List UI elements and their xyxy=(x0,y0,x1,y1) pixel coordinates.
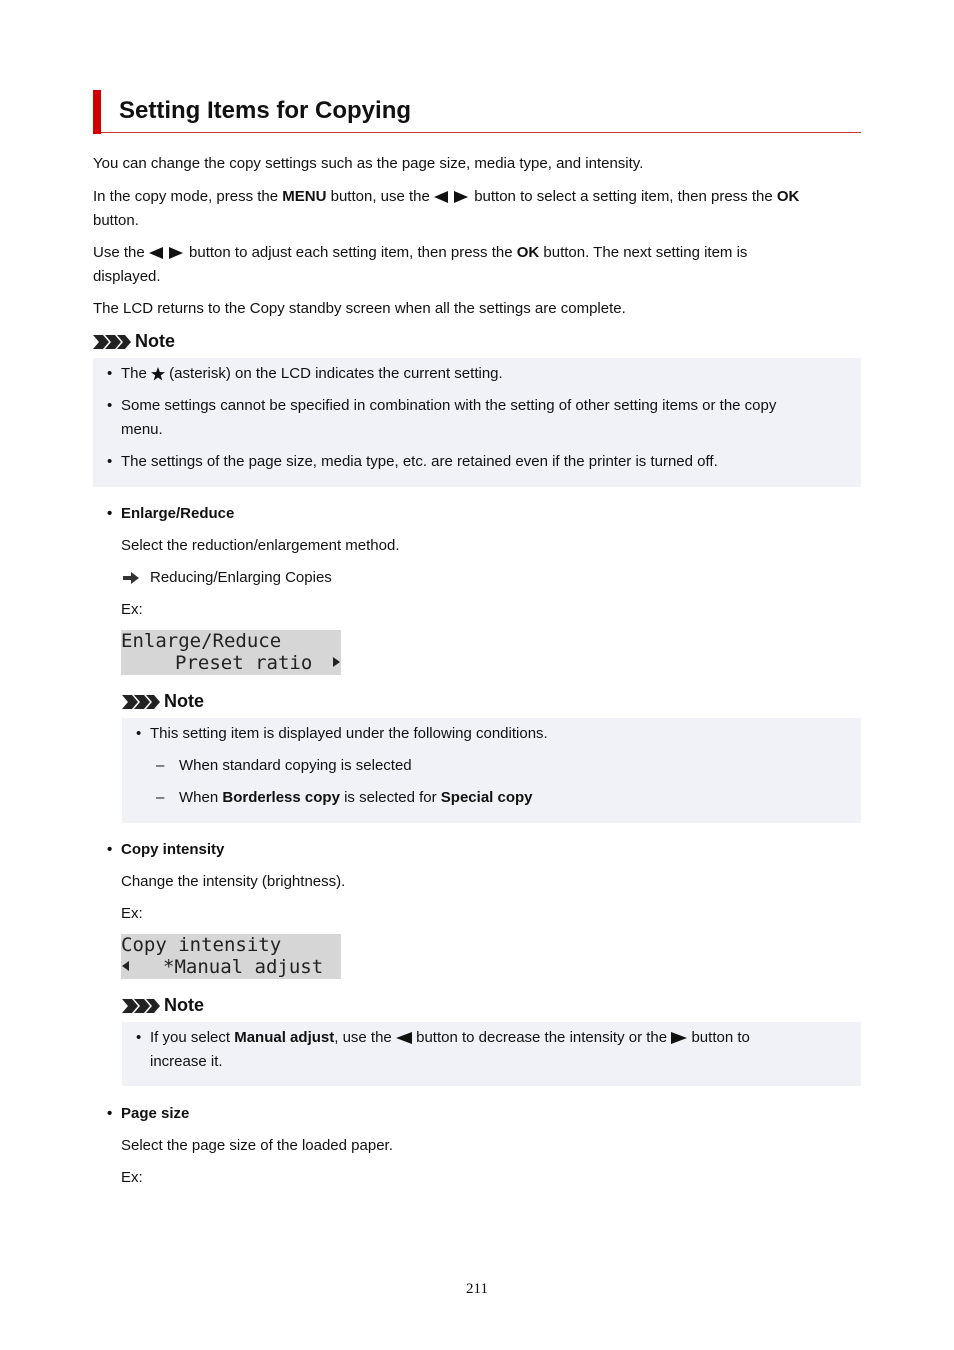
dash-marker: – xyxy=(156,757,165,774)
note-box xyxy=(93,358,861,487)
text-run: button to select a setting item, then press the xyxy=(470,188,777,205)
section-bullet: • xyxy=(107,841,113,858)
title-divider xyxy=(101,132,861,133)
text-run: Use the xyxy=(93,244,149,261)
note-label: Note xyxy=(164,995,204,1015)
text-run: button to xyxy=(687,1029,750,1046)
intro-paragraph-1: You can change the copy settings such as the page size, media type, and intensity. xyxy=(93,155,644,172)
note-bullet: • xyxy=(107,365,113,382)
note-chevrons-icon xyxy=(93,334,131,350)
lcd-line-1: Enlarge/Reduce xyxy=(121,630,282,652)
dash-marker: – xyxy=(156,789,165,806)
note-item-2-cont: menu. xyxy=(121,421,163,438)
text-run: In the copy mode, press the xyxy=(93,188,283,205)
bold-run: Special copy xyxy=(440,789,533,806)
example-label: Ex: xyxy=(121,1169,143,1186)
text-run: button to adjust each setting item, then press the xyxy=(184,244,517,261)
note-item xyxy=(150,1026,750,1050)
asterisk-icon xyxy=(151,367,165,381)
lcd-line-2: *Manual adjust xyxy=(163,956,324,978)
right-button-icon xyxy=(671,1031,687,1045)
note-heading xyxy=(122,691,204,712)
section-heading-intensity: Copy intensity xyxy=(121,841,225,858)
note-bullet: • xyxy=(107,453,113,470)
lcd-left-arrow-icon xyxy=(122,961,129,971)
text-run: , use the xyxy=(334,1029,396,1046)
text-run: button, use the xyxy=(326,188,435,205)
arrow-link-icon xyxy=(123,566,139,590)
bold-run: Manual adjust xyxy=(234,1029,335,1046)
bold-run: Borderless copy xyxy=(222,789,340,806)
note-item-cont: increase it. xyxy=(150,1053,223,1070)
lcd-line-2: Preset ratio xyxy=(175,652,313,674)
note-chevrons-icon xyxy=(122,694,160,710)
note-subitem-2 xyxy=(179,786,533,810)
text-run: When xyxy=(179,789,223,806)
lcd-right-arrow-icon xyxy=(333,657,340,667)
intro-paragraph-3-cont: displayed. xyxy=(93,268,161,285)
intro-paragraph-2 xyxy=(93,185,799,209)
intro-paragraph-3 xyxy=(93,241,747,265)
note-label: Note xyxy=(164,691,204,711)
note-bullet: • xyxy=(136,1029,142,1046)
page-number: 211 xyxy=(466,1281,488,1297)
lcd-screen-enlarge xyxy=(121,630,341,675)
note-heading xyxy=(122,995,204,1016)
lcd-line-1: Copy intensity xyxy=(121,934,282,956)
enlarge-description: Select the reduction/enlargement method. xyxy=(121,537,400,554)
menu-label: MENU xyxy=(282,188,327,205)
text-run: The xyxy=(121,365,152,382)
text-run: button to decrease the intensity or the xyxy=(411,1029,672,1046)
note-box xyxy=(122,1022,861,1086)
note-item: This setting item is displayed under the following conditions. xyxy=(150,725,548,742)
note-bullet: • xyxy=(136,725,142,742)
left-button-icon xyxy=(396,1031,412,1045)
note-label: Note xyxy=(135,331,175,351)
note-subitem-1: When standard copying is selected xyxy=(179,757,412,774)
ok-label: OK xyxy=(776,188,800,205)
reducing-enlarging-link[interactable]: Reducing/Enlarging Copies xyxy=(150,569,332,586)
note-chevrons-icon xyxy=(122,998,160,1014)
intro-paragraph-4: The LCD returns to the Copy standby screen when all the settings are complete. xyxy=(93,300,626,317)
section-bullet: • xyxy=(107,505,113,522)
intro-paragraph-2-cont: button. xyxy=(93,212,139,229)
section-heading-enlarge: Enlarge/Reduce xyxy=(121,505,235,522)
ok-label: OK xyxy=(516,244,540,261)
note-heading xyxy=(93,331,175,352)
note-bullet: • xyxy=(107,397,113,414)
note-item-2: Some settings cannot be specified in combination with the setting of other setting items or the copy xyxy=(121,397,777,414)
example-label: Ex: xyxy=(121,601,143,618)
note-item-1 xyxy=(121,362,503,386)
intensity-description: Change the intensity (brightness). xyxy=(121,873,346,890)
section-bullet: • xyxy=(107,1105,113,1122)
text-run: button. The next setting item is xyxy=(539,244,748,261)
title-accent-bar xyxy=(93,90,101,134)
pagesize-description: Select the page size of the loaded paper. xyxy=(121,1137,393,1154)
page-title: Setting Items for Copying xyxy=(119,97,412,124)
text-run: If you select xyxy=(150,1029,235,1046)
text-run: (asterisk) on the LCD indicates the current setting. xyxy=(165,365,503,382)
text-run: is selected for xyxy=(339,789,441,806)
section-heading-pagesize: Page size xyxy=(121,1105,190,1122)
note-item-3: The settings of the page size, media type, etc. are retained even if the printer is turned off. xyxy=(121,453,718,470)
example-label: Ex: xyxy=(121,905,143,922)
lcd-screen-intensity xyxy=(121,934,341,979)
left-right-button-icon xyxy=(434,190,470,204)
left-right-button-icon xyxy=(149,246,185,260)
note-box xyxy=(122,718,861,823)
